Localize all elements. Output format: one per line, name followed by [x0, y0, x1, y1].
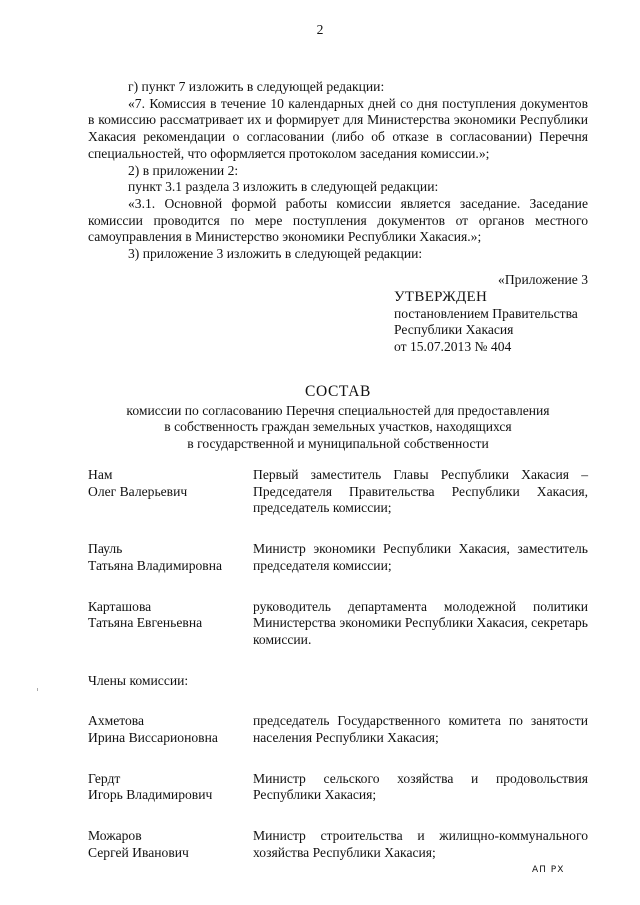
member-name	[88, 599, 253, 649]
approval-block	[394, 289, 594, 356]
member-row	[88, 467, 588, 517]
approved-heading: УТВЕРЖДЕН	[394, 289, 488, 305]
composition-subtitle: комиссии по согласованию Перечня специальностей для предоставления	[126, 402, 550, 418]
member-name	[88, 713, 253, 746]
member-surname: Пауль	[88, 541, 123, 557]
approved-line: от 15.07.2013 № 404	[394, 339, 512, 355]
member-role: Министр строительства и жилищно-коммунального хозяйства Республики Хакасия;	[253, 828, 588, 860]
composition-title-block	[88, 384, 588, 453]
member-surname: Можаров	[88, 828, 142, 844]
appendix-label: «Приложение 3	[498, 272, 588, 287]
body-paragraph: «3.1. Основной формой работы комиссии является заседание. Заседание комиссии проводится по мере поступления документов от органов местного самоуправления в Министерство экономики Республики Хакасия.»;	[88, 195, 588, 245]
member-surname: Карташова	[88, 598, 152, 614]
member-given-name: Олег Валерьевич	[88, 483, 188, 499]
member-given-name: Татьяна Евгеньевна	[88, 615, 203, 631]
member-given-name: Татьяна Владимировна	[88, 557, 223, 573]
member-row	[88, 713, 588, 746]
archive-mark: АП РХ	[532, 865, 565, 875]
body-paragraph: «7. Комиссия в течение 10 календарных дней со дня поступления документов в комиссию рассматривает их и формирует для Министерства экономики Республики Хакасия рекомендации о согласовании (либо об отказе в согласовании) Перечня специальностей, что оформляется протоколом заседания комиссии.»;	[88, 95, 588, 161]
member-role: председатель Государственного комитета по занятости населения Республики Хакасия;	[253, 713, 588, 746]
members-label: Члены комиссии:	[88, 672, 189, 688]
member-role: Министр экономики Республики Хакасия, заместитель председателя комиссии;	[253, 541, 588, 573]
composition-subtitle: в государственной и муниципальной собственности	[187, 436, 489, 452]
member-role: Первый заместитель Главы Республики Хакасия – Председателя Правительства Республики Хакасия, председатель комиссии;	[253, 467, 588, 516]
scan-mark	[37, 688, 38, 691]
member-name	[88, 467, 253, 517]
member-surname: Нам	[88, 467, 113, 482]
member-given-name: Сергей Иванович	[88, 844, 189, 860]
member-name	[88, 828, 253, 861]
composition-title: СОСТАВ	[305, 383, 371, 400]
page-number: 2	[316, 22, 324, 37]
member-row	[88, 828, 588, 861]
member-row	[88, 599, 588, 649]
member-row	[88, 541, 588, 574]
member-role: Министр сельского хозяйства и продовольствия Республики Хакасия;	[253, 770, 588, 803]
body-paragraph: 3) приложение 3 изложить в следующей редакции:	[128, 246, 423, 262]
body-paragraph: пункт 3.1 раздела 3 изложить в следующей редакции:	[128, 179, 439, 195]
composition-subtitle: в собственность граждан земельных участков, находящихся	[164, 419, 512, 435]
member-surname: Ахметова	[88, 713, 145, 729]
members-list	[88, 467, 588, 862]
member-given-name: Ирина Виссарионовна	[88, 730, 218, 746]
body-paragraph: г) пункт 7 изложить в следующей редакции:	[128, 79, 385, 94]
document-body	[88, 79, 588, 263]
member-name	[88, 771, 253, 804]
member-name	[88, 541, 253, 574]
member-role: руководитель департамента молодежной политики Министерства экономики Республики Хакасия, секретарь комиссии.	[253, 598, 588, 647]
body-paragraph: 2) в приложении 2:	[128, 162, 239, 178]
approved-line: постановлением Правительства	[394, 305, 578, 321]
approved-line: Республики Хакасия	[394, 322, 514, 338]
member-row	[88, 771, 588, 804]
member-surname: Гердт	[88, 770, 121, 786]
member-given-name: Игорь Владимирович	[88, 787, 213, 803]
